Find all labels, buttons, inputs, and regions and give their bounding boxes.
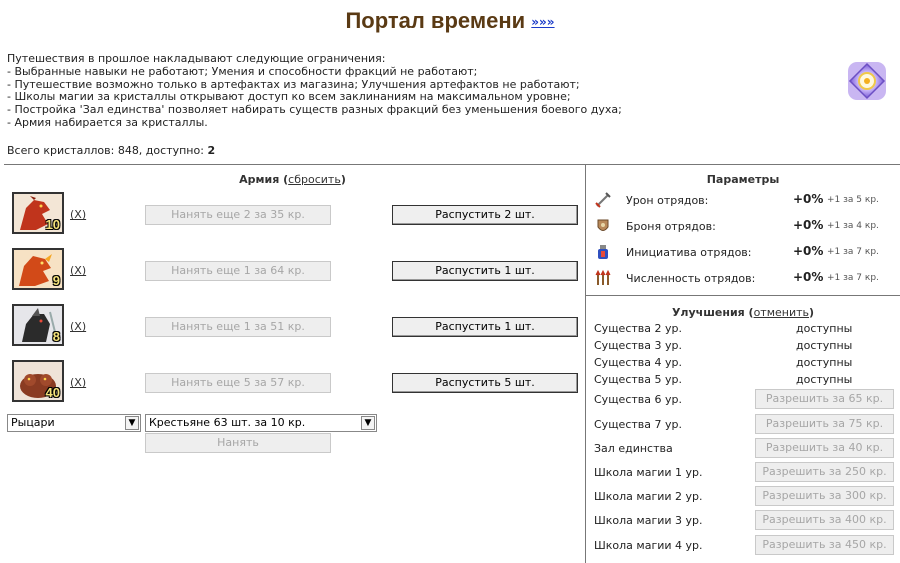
- crystal-icon: [845, 59, 889, 103]
- restriction-line: - Путешествие возможно только в артефактах из магазина; Улучшения артефактов не работают;: [7, 77, 580, 91]
- param-row: Инициатива отрядов: +0% +1 за 7 кр.: [594, 243, 894, 261]
- restriction-line: - Школы магии за кристаллы открывают доступ ко всем заклинаниям на максимальном уровне;: [7, 90, 571, 104]
- upgrade-label: Существа 3 ур.: [594, 339, 682, 352]
- dismiss-button[interactable]: Распустить 1 шт.: [392, 317, 578, 337]
- unit-count: 9: [52, 273, 60, 288]
- hire-button[interactable]: Нанять: [145, 433, 331, 453]
- unit-count: 40: [45, 385, 60, 400]
- remove-unit-link[interactable]: (X): [70, 208, 87, 221]
- army-reset-link[interactable]: сбросить: [288, 173, 341, 186]
- param-row: Броня отрядов: +0% +1 за 4 кр.: [594, 217, 894, 235]
- unlock-button[interactable]: Разрешить за 65 кр.: [755, 389, 894, 409]
- dismiss-button[interactable]: Распустить 5 шт.: [392, 373, 578, 393]
- upgrade-label: Школа магии 1 ур.: [594, 466, 703, 479]
- unit-portrait: [12, 360, 64, 402]
- restrictions-text: [7, 53, 622, 130]
- param-row: Урон отрядов: +0% +1 за 5 кр.: [594, 191, 894, 209]
- upgrade-status: доступны: [796, 356, 853, 369]
- unit-count: 8: [52, 329, 60, 344]
- faction-select[interactable]: Рыцари ▼: [7, 414, 141, 432]
- hire-more-button[interactable]: Нанять еще 5 за 57 кр.: [145, 373, 331, 393]
- chevron-down-icon: ▼: [125, 416, 139, 430]
- hire-more-button[interactable]: Нанять еще 1 за 64 кр.: [145, 261, 331, 281]
- upgrade-status: доступны: [796, 373, 853, 386]
- param-row: Численность отрядов: +0% +1 за 7 кр.: [594, 269, 894, 287]
- unit-portrait: [12, 304, 64, 346]
- upgrade-label: Существа 5 ур.: [594, 373, 682, 386]
- unit-portrait: [12, 192, 64, 234]
- shield-icon: [594, 217, 612, 235]
- restriction-line: - Армия набирается за кристаллы.: [7, 115, 208, 129]
- upgrade-label: Существа 6 ур.: [594, 393, 682, 406]
- remove-unit-link[interactable]: (X): [70, 264, 87, 277]
- army-heading: Армия (сбросить): [239, 173, 346, 186]
- unlock-button[interactable]: Разрешить за 450 кр.: [755, 535, 894, 555]
- restriction-line: - Постройка 'Зал единства' позволяет набирать существ разных фракций без уменьшения боевого духа;: [7, 103, 622, 117]
- page-title-text: Портал времени: [345, 8, 526, 33]
- dismiss-button[interactable]: Распустить 1 шт.: [392, 261, 578, 281]
- troops-icon: [594, 269, 612, 287]
- hire-more-button[interactable]: Нанять еще 2 за 35 кр.: [145, 205, 331, 225]
- chevron-down-icon: ▼: [361, 416, 375, 430]
- unlock-button[interactable]: Разрешить за 75 кр.: [755, 414, 894, 434]
- upgrade-status: доступны: [796, 339, 853, 352]
- params-heading: Параметры: [706, 173, 780, 186]
- more-link[interactable]: »»»: [531, 15, 555, 30]
- remove-unit-link[interactable]: (X): [70, 376, 87, 389]
- unlock-button[interactable]: Разрешить за 400 кр.: [755, 510, 894, 530]
- column-divider: [585, 164, 586, 563]
- unlock-button[interactable]: Разрешить за 40 кр.: [755, 438, 894, 458]
- divider: [586, 295, 900, 296]
- upgrade-label: Существа 2 ур.: [594, 322, 682, 335]
- unit-type-select[interactable]: Крестьяне 63 шт. за 10 кр. ▼: [145, 414, 377, 432]
- upgrades-heading: Улучшения (отменить): [671, 306, 815, 319]
- upgrade-label: Школа магии 2 ур.: [594, 490, 703, 503]
- unlock-button[interactable]: Разрешить за 250 кр.: [755, 462, 894, 482]
- unit-portrait: [12, 248, 64, 290]
- crystals-available: 2: [207, 144, 216, 157]
- remove-unit-link[interactable]: (X): [70, 320, 87, 333]
- crystal-totals: Всего кристаллов: 848, доступно: 2: [7, 144, 216, 157]
- divider: [4, 164, 900, 165]
- upgrade-label: Существа 4 ур.: [594, 356, 682, 369]
- upgrades-cancel-link[interactable]: отменить: [753, 306, 810, 319]
- upgrade-label: Школа магии 4 ур.: [594, 539, 703, 552]
- upgrade-label: Зал единства: [594, 442, 673, 455]
- sword-icon: [594, 191, 612, 209]
- restriction-line: - Выбранные навыки не работают; Умения и способности фракций не работают;: [7, 64, 478, 78]
- dismiss-button[interactable]: Распустить 2 шт.: [392, 205, 578, 225]
- upgrade-status: доступны: [796, 322, 853, 335]
- upgrade-label: Существа 7 ур.: [594, 418, 682, 431]
- restriction-line: Путешествия в прошлое накладывают следующие ограничения:: [7, 52, 386, 65]
- potion-icon: [594, 243, 612, 261]
- hire-more-button[interactable]: Нанять еще 1 за 51 кр.: [145, 317, 331, 337]
- unit-count: 10: [45, 217, 60, 232]
- upgrade-label: Школа магии 3 ур.: [594, 514, 703, 527]
- unlock-button[interactable]: Разрешить за 300 кр.: [755, 486, 894, 506]
- page-title: [0, 8, 900, 34]
